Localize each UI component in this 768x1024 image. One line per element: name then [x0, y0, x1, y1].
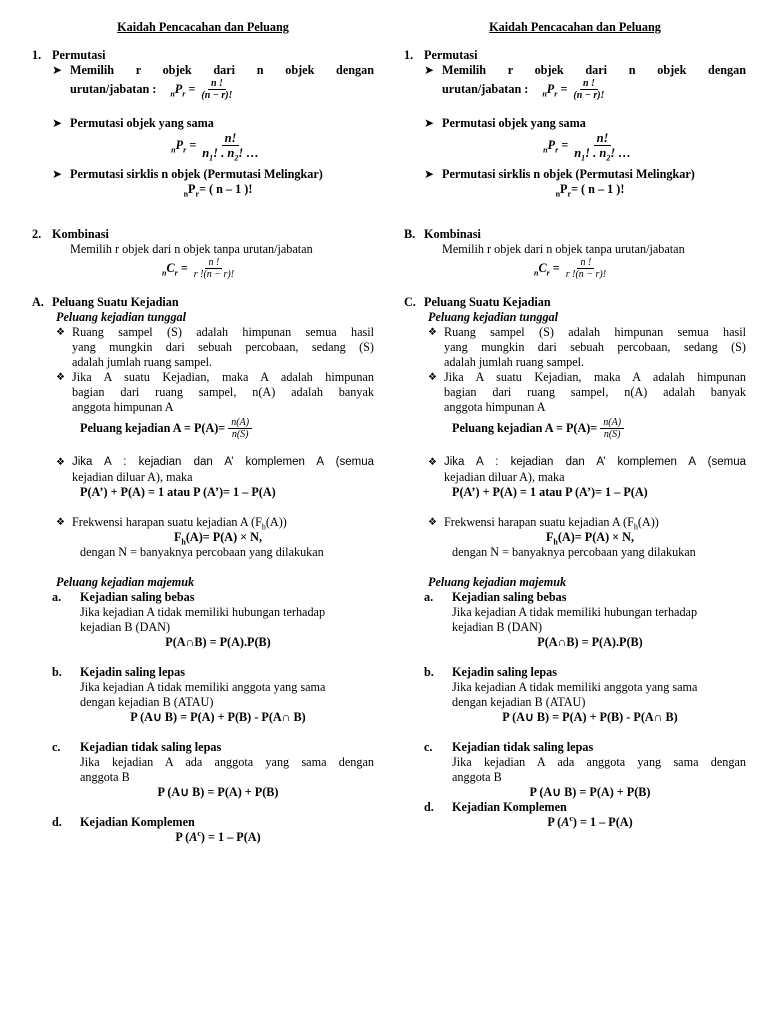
bullet-kejadian [404, 370, 746, 415]
bullet-frekwensi [404, 515, 746, 530]
text-line: Frekwensi harapan suatu kejadian A $(F_h(A))$ [444, 515, 659, 532]
bullet-sirklis [32, 167, 374, 182]
frekwensi-formula: $F_h(A)= P(A) \times N$, [173, 530, 263, 547]
item-title: Kejadian tidak saling lepas [452, 740, 594, 754]
item-title: Kejadin saling lepas [452, 665, 557, 679]
peluang-formula [404, 417, 746, 440]
section-title: Peluang Suatu Kejadian [424, 295, 551, 309]
text-line: anggota himpunan A [72, 400, 174, 414]
kombinasi-fraction-denominator: r !(n − r)! [565, 269, 607, 280]
kombinasi-fraction-numerator: n ! [577, 257, 594, 269]
item-saling-bebas [404, 590, 746, 605]
text-line: Jika kejadian A ada anggota yang sama dengan [452, 755, 746, 769]
bullet-komplemen [404, 455, 746, 485]
section-number: 1. [404, 48, 414, 62]
item-marker: a. [52, 590, 62, 604]
text-line: kejadian diluar A), maka [444, 470, 565, 484]
kombinasi-fraction-denominator: r !(n − r)! [193, 269, 235, 280]
kombinasi-desc: Memilih r objek dari n objek tanpa urutan/jabatan [442, 242, 685, 256]
text-line: Jika kejadian A ada anggota yang sama dengan [80, 755, 374, 769]
permutasi-desc-line: Memilih r objek dari n objek dengan [70, 63, 374, 77]
item-saling-lepas [404, 665, 746, 680]
formula-tidak-saling-lepas: P (A∪ B) = P(A) + P(B) [157, 785, 279, 799]
section-kombinasi [32, 227, 374, 242]
kombinasi-desc: Memilih r objek dari n objek tanpa urutan/jabatan [70, 242, 313, 256]
item-title: Kejadian Komplemen [80, 815, 195, 829]
permutasi-sama-fraction [199, 131, 262, 163]
permutasi-desc-line2: urutan/jabatan : [70, 82, 157, 96]
item-marker: d. [424, 800, 434, 814]
bullet-memilih [32, 63, 374, 101]
text-line: Jika A : kejadian dan A’ komplemen A (semua [444, 456, 746, 468]
bullet-objek-sama [404, 116, 746, 131]
bullet-frekwensi [32, 515, 374, 530]
permutasi-desc-line: Memilih r objek dari n objek dengan [442, 63, 746, 77]
section-title: Permutasi [424, 48, 478, 62]
item-title: Kejadian saling bebas [452, 590, 567, 604]
bullet-ruang-sampel [32, 325, 374, 370]
peluang-fraction [600, 417, 624, 440]
text-line: Ruang sampel (S) adalah himpunan semua hasil [444, 325, 746, 339]
diamond-bullet-icon: ❖ [56, 457, 65, 468]
permutasi-formula-lhs: $_nP_r$ = [170, 82, 196, 99]
text-line: dengan kejadian B (ATAU) [452, 695, 586, 709]
permutasi-sama-fraction-numerator: n! [594, 131, 612, 146]
text-line: bagian dari ruang sampel, n(A) adalah banyak [72, 385, 374, 399]
item-komplemen [32, 815, 374, 830]
item-marker: b. [52, 665, 62, 679]
permutasi-fraction-numerator: n ! [208, 78, 226, 90]
peluang-fraction-denominator: n(S) [603, 429, 621, 440]
frekwensi-note: dengan N = banyaknya percobaan yang dilakukan [452, 545, 696, 559]
peluang-fraction [228, 417, 252, 440]
bullet-objek-sama [32, 116, 374, 131]
item-title: Kejadian Komplemen [452, 800, 567, 814]
komplemen-formula: P(A’) + P(A) = 1 atau P (A’)= 1 – P(A) [80, 485, 276, 499]
permutasi-formula-lhs: $_nP_r$ = [542, 82, 568, 99]
kombinasi-fraction [191, 257, 237, 280]
text-line: Jika kejadian A tidak memiliki anggota yang sama [452, 680, 698, 694]
permutasi-sama-title: Permutasi objek yang sama [442, 116, 586, 130]
bullet-kejadian [32, 370, 374, 415]
permutasi-sama-fraction-denominator: $n_1$! . $n_2$! … [202, 146, 259, 163]
formula-saling-lepas: P (A∪ B) = P(A) + P(B) - P(A∩ B) [502, 710, 678, 724]
frekwensi-note: dengan N = banyaknya percobaan yang dilakukan [80, 545, 324, 559]
bullet-sirklis [404, 167, 746, 182]
section-title: Permutasi [52, 48, 106, 62]
formula-tidak-saling-lepas: P (A∪ B) = P(A) + P(B) [529, 785, 651, 799]
left-column [32, 20, 374, 845]
text-line: Jika kejadian A tidak memiliki hubungan terhadap [452, 605, 698, 619]
diamond-bullet-icon: ❖ [428, 327, 437, 338]
subtitle-tunggal: Peluang kejadian tunggal [56, 310, 187, 324]
text-line: Jika kejadian A tidak memiliki anggota yang sama [80, 680, 326, 694]
item-marker: d. [52, 815, 62, 829]
kombinasi-lhs: $_nC_r$ = [162, 261, 188, 278]
diamond-bullet-icon: ❖ [428, 372, 437, 383]
item-tidak-saling-lepas [32, 740, 374, 755]
item-tidak-saling-lepas [404, 740, 746, 755]
bullet-komplemen [32, 455, 374, 485]
text-line: anggota B [80, 770, 130, 784]
subtitle-majemuk: Peluang kejadian majemuk [56, 575, 195, 589]
subtitle-tunggal: Peluang kejadian tunggal [428, 310, 559, 324]
kombinasi-fraction [563, 257, 609, 280]
frekwensi-formula: $F_h(A)= P(A) \times N$, [545, 530, 635, 547]
diamond-bullet-icon: ❖ [56, 327, 65, 338]
komplemen-formula: P(A’) + P(A) = 1 atau P (A’)= 1 – P(A) [452, 485, 648, 499]
permutasi-formula-row [442, 78, 746, 101]
text-line: Ruang sampel (S) adalah himpunan semua hasil [72, 325, 374, 339]
peluang-formula-lhs: Peluang kejadian A = P(A)= [80, 421, 226, 435]
item-title: Kejadin saling lepas [80, 665, 185, 679]
section-permutasi [32, 48, 374, 63]
diamond-bullet-icon: ❖ [56, 372, 65, 383]
arrow-bullet-icon: ➤ [424, 167, 435, 181]
formula-komplemen: P $(A^c) = 1 - P(A)$ [547, 813, 633, 829]
permutasi-sama-fraction-numerator: n! [222, 131, 240, 146]
item-title: Kejadian tidak saling lepas [80, 740, 222, 754]
permutasi-sama-formula [404, 131, 746, 163]
permutasi-sirklis-formula: $_nP_r=$ ( n – 1 )! [555, 182, 625, 199]
bullet-ruang-sampel [404, 325, 746, 370]
peluang-formula [32, 417, 374, 440]
item-title: Kejadian saling bebas [80, 590, 195, 604]
permutasi-fraction-denominator: (n − r)! [201, 90, 233, 101]
peluang-fraction-numerator: n(A) [228, 417, 252, 429]
item-saling-bebas [32, 590, 374, 605]
section-permutasi [404, 48, 746, 63]
section-peluang [32, 295, 374, 310]
item-komplemen [404, 800, 746, 815]
arrow-bullet-icon: ➤ [52, 63, 63, 77]
permutasi-fraction [570, 78, 607, 101]
formula-saling-lepas: P (A∪ B) = P(A) + P(B) - P(A∩ B) [130, 710, 306, 724]
arrow-bullet-icon: ➤ [52, 167, 63, 181]
permutasi-formula-row [70, 78, 374, 101]
text-line: kejadian diluar A), maka [72, 470, 193, 484]
permutasi-sama-title: Permutasi objek yang sama [70, 116, 214, 130]
section-title: Kombinasi [52, 227, 109, 241]
section-number: 2. [32, 227, 42, 241]
diamond-bullet-icon: ❖ [428, 457, 437, 468]
text-line: bagian dari ruang sampel, n(A) adalah banyak [444, 385, 746, 399]
arrow-bullet-icon: ➤ [52, 116, 63, 130]
text-line: anggota B [452, 770, 502, 784]
section-number: C. [404, 295, 416, 309]
permutasi-fraction-numerator: n ! [580, 78, 598, 90]
text-line: Frekwensi harapan suatu kejadian A $(F_h(A))$ [72, 515, 287, 532]
kombinasi-formula [32, 257, 374, 280]
text-line: yang mungkin dari sebuah percobaan, sedang (S) [72, 340, 374, 354]
peluang-formula-lhs: Peluang kejadian A = P(A)= [452, 421, 598, 435]
permutasi-fraction-denominator: (n − r)! [573, 90, 605, 101]
text-line: Jika kejadian A tidak memiliki hubungan terhadap [80, 605, 326, 619]
document-title: Kaidah Pencacahan dan Peluang [117, 20, 289, 34]
kombinasi-fraction-numerator: n ! [205, 257, 222, 269]
text-line: kejadian B (DAN) [452, 620, 543, 634]
section-number: A. [32, 295, 44, 309]
permutasi-sirklis-title: Permutasi sirklis n objek (Permutasi Melingkar) [442, 167, 695, 181]
text-line: dengan kejadian B (ATAU) [80, 695, 214, 709]
section-number: 1. [32, 48, 42, 62]
text-line: anggota himpunan A [444, 400, 546, 414]
section-title: Kombinasi [424, 227, 481, 241]
section-number: B. [404, 227, 416, 241]
peluang-fraction-denominator: n(S) [231, 429, 249, 440]
peluang-fraction-numerator: n(A) [600, 417, 624, 429]
permutasi-sama-fraction [571, 131, 634, 163]
section-peluang [404, 295, 746, 310]
permutasi-sama-lhs: $_nP_r$ = [543, 138, 569, 155]
formula-saling-bebas: P(A∩B) = P(A).P(B) [537, 635, 643, 649]
permutasi-fraction [198, 78, 235, 101]
item-marker: a. [424, 590, 434, 604]
text-line: Jika A : kejadian dan A’ komplemen A (semua [72, 456, 374, 468]
section-title: Peluang Suatu Kejadian [52, 295, 179, 309]
text-line: adalah jumlah ruang sampel. [72, 355, 213, 369]
formula-komplemen: P $(A^c) = 1 - P(A)$ [175, 828, 261, 844]
item-marker: c. [424, 740, 433, 754]
right-column [404, 20, 746, 830]
arrow-bullet-icon: ➤ [424, 63, 435, 77]
kombinasi-lhs: $_nC_r$ = [534, 261, 560, 278]
formula-saling-bebas: P(A∩B) = P(A).P(B) [165, 635, 271, 649]
diamond-bullet-icon: ❖ [56, 517, 65, 528]
subtitle-majemuk: Peluang kejadian majemuk [428, 575, 567, 589]
item-saling-lepas [32, 665, 374, 680]
permutasi-sirklis-title: Permutasi sirklis n objek (Permutasi Melingkar) [70, 167, 323, 181]
kombinasi-formula [404, 257, 746, 280]
text-line: adalah jumlah ruang sampel. [444, 355, 585, 369]
bullet-memilih [404, 63, 746, 101]
item-marker: b. [424, 665, 434, 679]
permutasi-sirklis-formula: $_nP_r=$ ( n – 1 )! [183, 182, 253, 199]
text-line: kejadian B (DAN) [80, 620, 171, 634]
section-kombinasi [404, 227, 746, 242]
permutasi-sama-fraction-denominator: $n_1$! . $n_2$! … [574, 146, 631, 163]
document-title: Kaidah Pencacahan dan Peluang [489, 20, 661, 34]
text-line: Jika A suatu Kejadian, maka A adalah himpunan [444, 370, 746, 384]
permutasi-sama-formula [32, 131, 374, 163]
item-marker: c. [52, 740, 61, 754]
text-line: yang mungkin dari sebuah percobaan, sedang (S) [444, 340, 746, 354]
permutasi-sama-lhs: $_nP_r$ = [171, 138, 197, 155]
arrow-bullet-icon: ➤ [424, 116, 435, 130]
permutasi-desc-line2: urutan/jabatan : [442, 82, 529, 96]
diamond-bullet-icon: ❖ [428, 517, 437, 528]
text-line: Jika A suatu Kejadian, maka A adalah himpunan [72, 370, 374, 384]
